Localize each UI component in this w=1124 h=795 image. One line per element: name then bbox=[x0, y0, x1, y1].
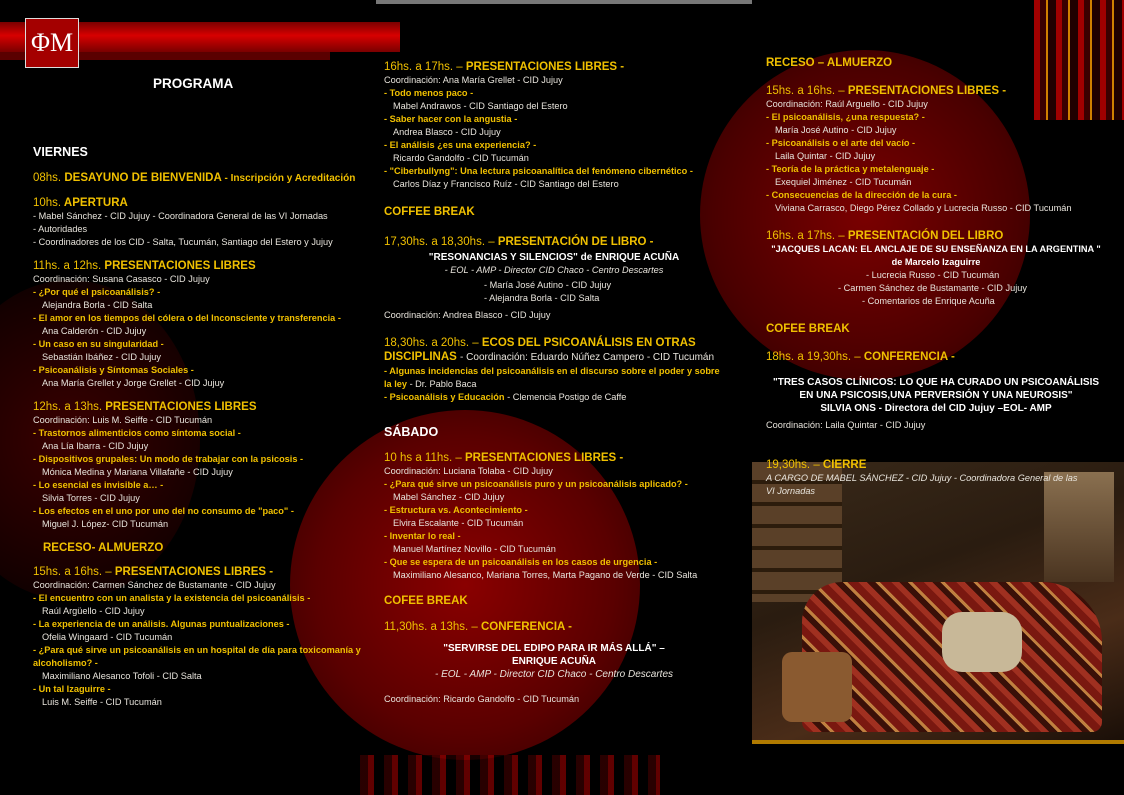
libro2-section bbox=[766, 229, 1106, 308]
pl2-item-title: - Trastornos alimenticios como síntoma social - bbox=[33, 428, 241, 438]
pl4-item-title: - Saber hacer con la angustia - bbox=[384, 114, 518, 124]
pl4-title: PRESENTACIONES LIBRES - bbox=[465, 61, 625, 73]
pl2-coord: Coordinación: Luis M. Seiffe - CID Tucumán bbox=[33, 415, 213, 425]
libro2-book: "JACQUES LACAN: EL ANCLAJE DE SU ENSEÑANZA EN LA ARGENTINA " bbox=[771, 244, 1101, 254]
pl6-title: PRESENTACIONES LIBRES - bbox=[847, 85, 1007, 97]
conf2-coord: Coordinación: Laila Quintar - CID Jujuy bbox=[766, 420, 926, 430]
pl2-item-title: - Dispositivos grupales: Un modo de trabajar con la psicosis - bbox=[33, 454, 304, 464]
coffee-2-title: COFEE BREAK bbox=[384, 595, 468, 607]
pl6-item-title: - Psicoanálisis o el arte del vacío - bbox=[766, 138, 916, 148]
pl1-item-title: - El amor en los tiempos del cólera o del Inconsciente y transferencia - bbox=[33, 313, 341, 323]
conf1-title: CONFERENCIA - bbox=[480, 621, 572, 633]
receso-1 bbox=[33, 541, 363, 555]
pl4-item-author: Andrea Blasco - CID Jujuy bbox=[393, 127, 501, 137]
libro2-time: 16hs. a 17hs. – bbox=[766, 230, 845, 242]
libro-sub: - EOL - AMP - Director CID Chaco - Centro Descartes bbox=[444, 265, 664, 275]
pl3-section bbox=[33, 565, 363, 709]
chair bbox=[782, 652, 852, 722]
pl3-item-author: Maximiliano Alesanco Tofoli - CID Salta bbox=[42, 671, 202, 681]
conf2-title: CONFERENCIA - bbox=[863, 351, 955, 363]
pl5-item-title: - ¿Para qué sirve un psicoanálisis puro y un psicoanálisis aplicado? - bbox=[384, 479, 688, 489]
conf2-section bbox=[766, 350, 1106, 432]
pl6-item-author: Viviana Carrasco, Diego Pérez Collado y Lucrecia Russo - CID Tucumán bbox=[775, 203, 1072, 213]
ecos-item bbox=[384, 391, 724, 404]
libro2-title: PRESENTACIÓN DEL LIBRO bbox=[847, 230, 1004, 242]
pl3-item-title: - Un tal Izaguirre - bbox=[33, 684, 111, 694]
pl2-item-author: Miguel J. López- CID Tucumán bbox=[42, 519, 169, 529]
apertura-title: APERTURA bbox=[63, 197, 128, 209]
conf1-sub: - EOL - AMP - Director CID Chaco - Centro Descartes bbox=[434, 669, 674, 680]
pl6-time: 15hs. a 16hs. – bbox=[766, 85, 845, 97]
pl1-item-author: Sebastián Ibáñez - CID Jujuy bbox=[42, 352, 161, 362]
pl3-item-author: Ofelia Wingaard - CID Tucumán bbox=[42, 632, 173, 642]
pl4-item-author: Carlos Díaz y Francisco Ruíz - CID Santiago del Estero bbox=[393, 179, 619, 189]
coffee-3-title: COFEE BREAK bbox=[766, 323, 850, 335]
ecos-coord: - Coordinación: Eduardo Núñez Campero - CID Tucumán bbox=[460, 352, 715, 363]
cierre-title: CIERRE bbox=[822, 459, 867, 471]
receso-1-title: RECESO- ALMUERZO bbox=[43, 542, 164, 554]
libro2-line: - Lucrecia Russo - CID Tucumán bbox=[866, 270, 1000, 280]
pl1-item-author: Ana Calderón - CID Jujuy bbox=[42, 326, 147, 336]
apertura-time: 10hs. bbox=[33, 197, 62, 209]
libro-line: - Alejandra Borla - CID Salta bbox=[484, 293, 600, 303]
coffee-1-title: COFFEE BREAK bbox=[384, 206, 475, 218]
cierre-line: A CARGO DE MABEL SÁNCHEZ - CID Jujuy - Coordinadora General de las VI Jornadas bbox=[766, 473, 1078, 496]
pl5-section bbox=[384, 451, 724, 582]
pl3-item-title: - El encuentro con un analista y la existencia del psicoanálisis - bbox=[33, 593, 311, 603]
desayuno-section bbox=[33, 171, 363, 186]
pl4-item-title: - "Ciberbullyng": Una lectura psicoanalítica del fenómeno cibernético - bbox=[384, 166, 693, 176]
libro-time: 17,30hs. a 18,30hs. – bbox=[384, 236, 495, 248]
pl6-section bbox=[766, 84, 1106, 215]
pl1-title: PRESENTACIONES LIBRES bbox=[104, 260, 256, 272]
desayuno-time: 08hs. bbox=[33, 172, 62, 184]
pl2-item-author: Mónica Medina y Mariana Villafañe - CID Jujuy bbox=[42, 467, 233, 477]
coffee-1 bbox=[384, 205, 724, 219]
libro-title: PRESENTACIÓN DE LIBRO - bbox=[497, 236, 654, 248]
pl3-item-author: Raúl Argüello - CID Jujuy bbox=[42, 606, 145, 616]
receso-2 bbox=[766, 56, 1106, 70]
logo: ΦM bbox=[25, 18, 79, 68]
conf2-t2: EN UNA PSICOSIS,UNA PERVERSIÓN Y UNA NEUROSIS" bbox=[799, 390, 1073, 401]
pl3-item-title: - ¿Para qué sirve un psicoanálisis en un hospital de día para toxicomanía y alcoholismo? - bbox=[33, 645, 361, 668]
pl3-coord: Coordinación: Carmen Sánchez de Bustamante - CID Jujuy bbox=[33, 580, 276, 590]
pl5-item-title: - Inventar lo real - bbox=[384, 531, 461, 541]
conf1-coord: Coordinación: Ricardo Gandolfo - CID Tucumán bbox=[384, 694, 580, 704]
libro-line: - María José Autino - CID Jujuy bbox=[484, 280, 612, 290]
pl5-time: 10 hs a 11hs. – bbox=[384, 452, 462, 464]
pl3-item-author: Luis M. Seiffe - CID Tucumán bbox=[42, 697, 162, 707]
ecos-item-title: - Algunas incidencias del psicoanálisis en el discurso sobre el poder y sobre la ley bbox=[384, 366, 720, 389]
desayuno-title: DESAYUNO DE BIENVENIDA bbox=[64, 172, 222, 184]
conf1-section bbox=[384, 620, 724, 706]
pl3-time: 15hs. a 16hs. – bbox=[33, 566, 112, 578]
pl6-item-title: - Teoría de la práctica y metalenguaje - bbox=[766, 164, 935, 174]
gold-line bbox=[752, 740, 1124, 744]
pl6-item-author: Laila Quintar - CID Jujuy bbox=[775, 151, 876, 161]
cierre-section bbox=[766, 458, 1086, 498]
pl3-item-title: - La experiencia de un análisis. Algunas puntualizaciones - bbox=[33, 619, 290, 629]
pl2-item-author: Ana Lía Ibarra - CID Jujuy bbox=[42, 441, 149, 451]
pl5-item-author: Elvira Escalante - CID Tucumán bbox=[393, 518, 524, 528]
ecos-item bbox=[384, 365, 724, 391]
pl5-item-author: Manuel Martínez Novillo - CID Tucumán bbox=[393, 544, 556, 554]
pl2-title: PRESENTACIONES LIBRES bbox=[105, 401, 257, 413]
pl2-item-title: - Lo esencial es invisible a… - bbox=[33, 480, 164, 490]
day-sabado: SÁBADO bbox=[384, 425, 439, 439]
pl5-item-author: Mabel Sánchez - CID Jujuy bbox=[393, 492, 505, 502]
ecos-title: ECOS DEL PSICOANÁLISIS EN OTRAS DISCIPLINAS bbox=[384, 337, 696, 363]
pl5-item-title: - Estructura vs. Acontecimiento - bbox=[384, 505, 528, 515]
apertura-line: - Autoridades bbox=[33, 224, 88, 234]
pl6-item-title: - Consecuencias de la dirección de la cura - bbox=[766, 190, 957, 200]
pl3-title: PRESENTACIONES LIBRES - bbox=[114, 566, 274, 578]
pl6-item-author: María José Autino - CID Jujuy bbox=[775, 125, 897, 135]
pl6-item-title: - El psicoanálisis, ¿una respuesta? - bbox=[766, 112, 925, 122]
pl4-item-author: Mabel Andrawos - CID Santiago del Estero bbox=[393, 101, 568, 111]
pl1-item-author: Ana María Grellet y Jorge Grellet - CID Jujuy bbox=[42, 378, 225, 388]
coffee-2 bbox=[384, 594, 724, 608]
apertura-line: - Coordinadores de los CID - Salta, Tucumán, Santiago del Estero y Jujuy bbox=[33, 237, 333, 247]
pl6-item-author: Exequiel Jiménez - CID Tucumán bbox=[775, 177, 912, 187]
libro-book: "RESONANCIAS Y SILENCIOS" de ENRIQUE ACUÑA bbox=[428, 252, 680, 263]
conf2-time: 18hs. a 19,30hs. – bbox=[766, 351, 861, 363]
pillow bbox=[942, 612, 1022, 672]
desayuno-sub: - Inscripción y Acreditación bbox=[224, 173, 356, 184]
pl4-time: 16hs. a 17hs. – bbox=[384, 61, 463, 73]
pl1-item-title: - Un caso en su singularidad - bbox=[33, 339, 164, 349]
column-2 bbox=[384, 60, 724, 716]
top-rule bbox=[376, 0, 752, 4]
ecos-item-author: - Dr. Pablo Baca bbox=[409, 379, 477, 389]
conf1-t2: ENRIQUE ACUÑA bbox=[511, 656, 597, 667]
pl1-time: 11hs. a 12hs. bbox=[33, 260, 102, 272]
ecos-time: 18,30hs. a 20hs. – bbox=[384, 337, 479, 349]
conf2-t3: SILVIA ONS - Directora del CID Jujuy –EOL- AMP bbox=[820, 403, 1052, 414]
bottom-stripes bbox=[360, 755, 660, 795]
pl2-item-author: Silvia Torres - CID Jujuy bbox=[42, 493, 140, 503]
receso-2-title: RECESO – ALMUERZO bbox=[766, 57, 893, 69]
conf2-t1: "TRES CASOS CLÍNICOS: LO QUE HA CURADO UN PSICOANÁLISIS bbox=[772, 377, 1100, 388]
apertura-line: - Mabel Sánchez - CID Jujuy - Coordinadora General de las VI Jornadas bbox=[33, 211, 328, 221]
pl5-item-author: Maximiliano Alesanco, Mariana Torres, Marta Pagano de Verde - CID Salta bbox=[393, 570, 698, 580]
ecos-section bbox=[384, 336, 724, 404]
pl1-item-title: - Psicoanálisis y Síntomas Sociales - bbox=[33, 365, 194, 375]
day-viernes: VIERNES bbox=[33, 145, 88, 159]
pl2-item-title: - Los efectos en el uno por uno del no consumo de "paco" - bbox=[33, 506, 294, 516]
cierre-time: 19,30hs. – bbox=[766, 459, 820, 471]
pl1-section bbox=[33, 259, 363, 390]
column-1 bbox=[33, 70, 363, 719]
libro2-line: - Carmen Sánchez de Bustamante - CID Jujuy bbox=[838, 283, 1027, 293]
libro-coord: Coordinación: Andrea Blasco - CID Jujuy bbox=[384, 310, 551, 320]
coffee-3 bbox=[766, 322, 1106, 336]
pl5-item-title: - Que se espera de un psicoanálisis en los casos de urgencia - bbox=[384, 557, 658, 567]
ecos-item-author: - Clemencia Postigo de Caffe bbox=[507, 392, 627, 402]
pl4-coord: Coordinación: Ana María Grellet - CID Jujuy bbox=[384, 75, 563, 85]
pl6-coord: Coordinación: Raúl Arguello - CID Jujuy bbox=[766, 99, 928, 109]
pl4-section bbox=[384, 60, 724, 191]
libro2-author: de Marcelo Izaguirre bbox=[891, 257, 981, 267]
conf1-t1: "SERVIRSE DEL EDIPO PARA IR MÁS ALLÁ" – bbox=[443, 643, 665, 654]
conf1-time: 11,30hs. a 13hs. – bbox=[384, 621, 478, 633]
ecos-item-title: - Psicoanálisis y Educación bbox=[384, 392, 505, 402]
libro2-line: - Comentarios de Enrique Acuña bbox=[862, 296, 995, 306]
pl1-item-title: - ¿Por qué el psicoanálisis? - bbox=[33, 287, 161, 297]
pl4-item-title: - Todo menos paco - bbox=[384, 88, 474, 98]
pl5-coord: Coordinación: Luciana Tolaba - CID Jujuy bbox=[384, 466, 553, 476]
pl5-title: PRESENTACIONES LIBRES - bbox=[465, 452, 624, 464]
pl2-section bbox=[33, 400, 363, 531]
libro-section bbox=[384, 235, 724, 322]
pl4-item-author: Ricardo Gandolfo - CID Tucumán bbox=[393, 153, 529, 163]
pl1-coord: Coordinación: Susana Casasco - CID Jujuy bbox=[33, 274, 210, 284]
apertura-section bbox=[33, 196, 363, 249]
programa-title: PROGRAMA bbox=[153, 76, 234, 91]
pl4-item-title: - El análisis ¿es una experiencia? - bbox=[384, 140, 537, 150]
pl1-item-author: Alejandra Borla - CID Salta bbox=[42, 300, 153, 310]
column-3 bbox=[766, 56, 1106, 508]
pl2-time: 12hs. a 13hs. bbox=[33, 401, 103, 413]
